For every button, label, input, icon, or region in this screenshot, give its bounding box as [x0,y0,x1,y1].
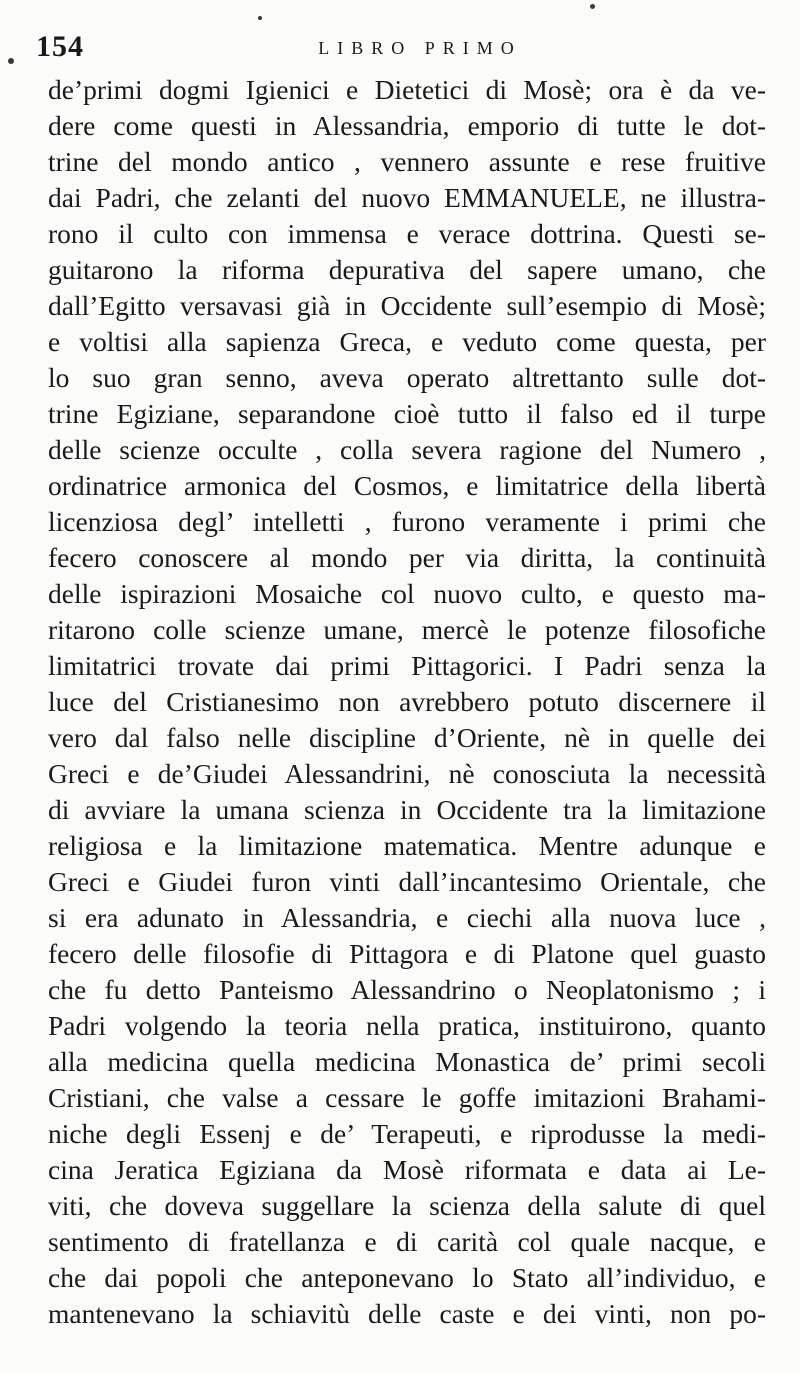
text-line: dall’Egitto versavasi già in Occidente sull’esempio di Mosè; [48,290,766,321]
ink-speck [258,16,262,20]
text-line: che dai popoli che anteponevano lo Stato all’individuo, e [48,1262,766,1293]
text-line: sentimento di fratellanza e di carità col quale nacque, e [48,1226,766,1257]
text-line: trine Egiziane, separandone cioè tutto il falso ed il turpe [48,398,766,429]
text-line: luce del Cristianesimo non avrebbero potuto discernere il [48,686,766,717]
text-line: e voltisi alla sapienza Greca, e veduto come questa, per [48,326,766,357]
page-number: 154 [36,30,84,63]
text-line: delle ispirazioni Mosaiche col nuovo culto, e questo ma- [48,578,766,609]
ink-speck [8,58,14,64]
ink-speck [590,4,595,9]
text-line: de’primi dogmi Igienici e Dietetici di Mosè; ora è da ve- [48,74,766,105]
text-line: ritarono colle scienze umane, mercè le potenze filosofiche [48,614,766,645]
body-text [48,72,766,1332]
text-line: alla medicina quella medicina Monastica de’ primi secoli [48,1046,766,1077]
text-line: religiosa e la limitazione matematica. Mentre adunque e [48,830,766,861]
text-line: mantenevano la schiavitù delle caste e dei vinti, non po- [48,1298,766,1329]
text-line: viti, che doveva suggellare la scienza della salute di quel [48,1190,766,1221]
text-line: Greci e Giudei furon vinti dall’incantesimo Orientale, che [48,866,766,897]
text-line: limitatrici trovate dai primi Pittagorici. I Padri senza la [48,650,766,681]
text-line: lo suo gran senno, aveva operato altrettanto sulle dot- [48,362,766,393]
text-line: licenziosa degl’ intelletti , furono veramente i primi che [48,506,766,537]
text-line: niche degli Essenj e de’ Terapeuti, e riprodusse la medi- [48,1118,766,1149]
text-line: Cristiani, che valse a cessare le goffe imitazioni Brahami- [48,1082,766,1113]
text-line: fecero conoscere al mondo per via diritta, la continuità [48,542,766,573]
text-line: dai Padri, che zelanti del nuovo EMMANUELE, ne illustra- [48,182,766,213]
page-header [36,30,764,70]
text-line: Greci e de’Giudei Alessandrini, nè conosciuta la necessità [48,758,766,789]
text-line: trine del mondo antico , vennero assunte e rese fruitive [48,146,766,177]
text-line: si era adunato in Alessandria, e ciechi alla nuova luce , [48,902,766,933]
text-line: dere come questi in Alessandria, emporio di tutte le dot- [48,110,766,141]
text-line: cina Jeratica Egiziana da Mosè riformata e data ai Le- [48,1154,766,1185]
text-line: fecero delle filosofie di Pittagora e di Platone quel guasto [48,938,766,969]
text-line: che fu detto Panteismo Alessandrino o Neoplatonismo ; i [48,974,766,1005]
text-line: rono il culto con immensa e verace dottrina. Questi se- [48,218,766,249]
text-line: di avviare la umana scienza in Occidente tra la limitazione [48,794,766,825]
text-line: ordinatrice armonica del Cosmos, e limitatrice della libertà [48,470,766,501]
text-line: delle scienze occulte , colla severa ragione del Numero , [48,434,766,465]
text-line: vero dal falso nelle discipline d’Oriente, nè in quelle dei [48,722,766,753]
text-line: Padri volgendo la teoria nella pratica, instituirono, quanto [48,1010,766,1041]
text-line: guitarono la riforma depurativa del sapere umano, che [48,254,766,285]
running-head: LIBRO PRIMO [318,38,522,58]
